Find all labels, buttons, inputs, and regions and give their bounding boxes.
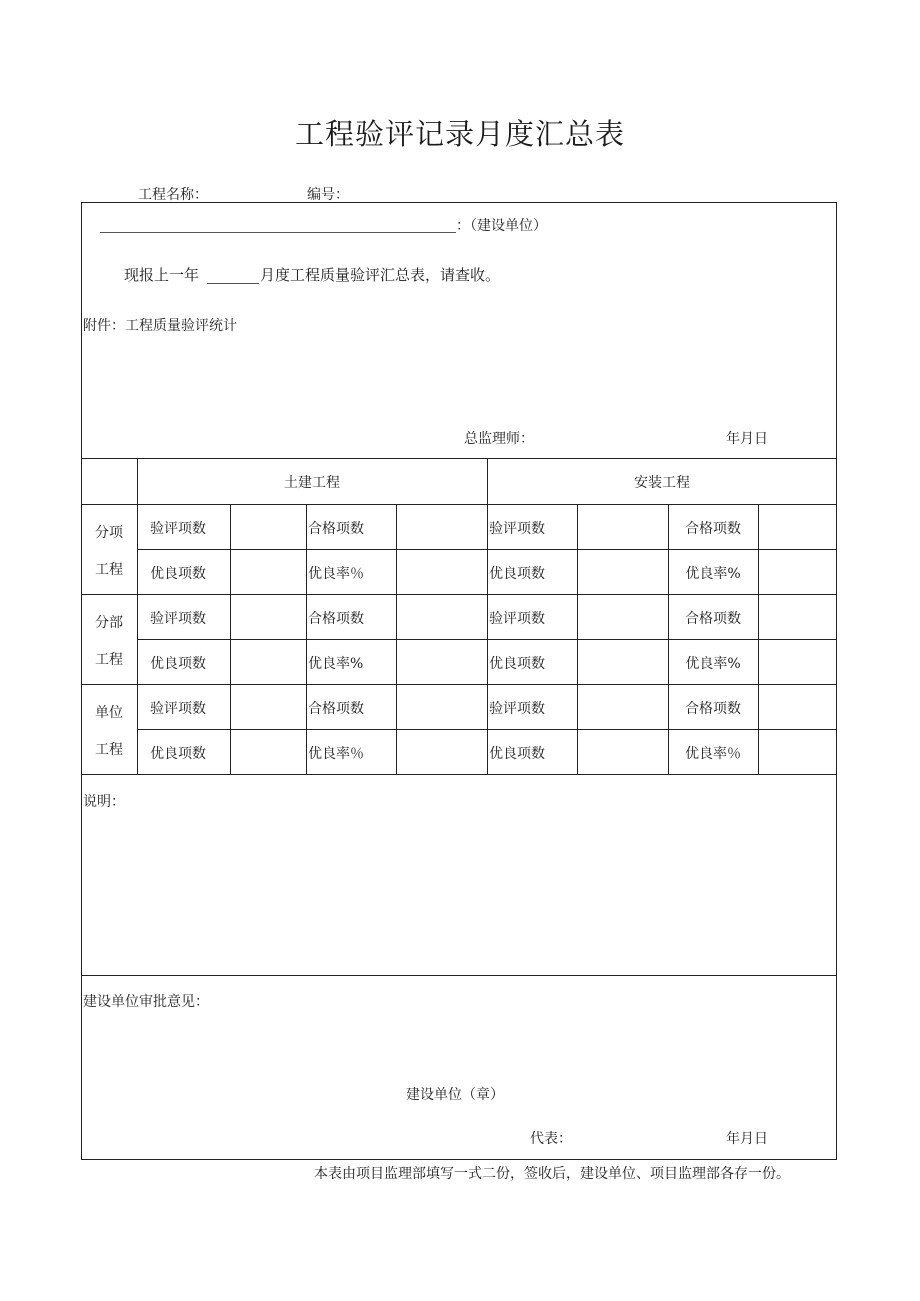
cell-label: 优良项数	[489, 656, 545, 672]
cell-label: 验评项数	[150, 611, 206, 627]
row-group-label: 单位	[95, 705, 123, 721]
cell-label: 优良率％	[685, 746, 741, 762]
remarks-label: 说明：	[83, 794, 125, 810]
cell-label: 验评项数	[489, 701, 545, 717]
cell-label: 优良项数	[150, 656, 206, 672]
cell-label: 优良率%	[685, 656, 741, 672]
cell-label: 合格项数	[685, 521, 741, 537]
form-frame	[81, 202, 837, 1160]
cell-label: 验评项数	[489, 521, 545, 537]
row-group-label: 分项	[95, 525, 123, 541]
col-header-install: 安装工程	[634, 475, 690, 491]
row-group-label: 分部	[95, 615, 123, 631]
cell-label: 优良率％	[308, 566, 364, 582]
cell-label: 优良项数	[489, 746, 545, 762]
cell-label: 合格项数	[685, 611, 741, 627]
row-group-label: 工程	[95, 742, 123, 758]
project-name-label: 工程名称：	[138, 187, 208, 203]
report-prefix: 现报上一年	[124, 266, 200, 284]
cell-label: 合格项数	[308, 701, 364, 717]
row-group-label: 工程	[95, 562, 123, 578]
cell-label: 优良项数	[489, 566, 545, 582]
cell-label: 优良率%	[685, 566, 741, 582]
cell-label: 合格项数	[685, 701, 741, 717]
cell-label: 优良率％	[308, 746, 364, 762]
recipient-suffix: ：（建设单位）	[456, 218, 547, 234]
cell-label: 验评项数	[150, 701, 206, 717]
approval-date-label: 年月日	[726, 1131, 768, 1147]
col-header-civil: 土建工程	[284, 475, 340, 491]
representative-label: 代表：	[530, 1131, 572, 1147]
row-group-label: 工程	[95, 652, 123, 668]
chief-supervisor-label: 总监理师：	[464, 431, 534, 447]
cell-label: 合格项数	[308, 611, 364, 627]
page-title: 工程验评记录月度汇总表	[294, 117, 625, 151]
month-blank[interactable]	[207, 282, 259, 284]
cell-label: 验评项数	[489, 611, 545, 627]
recipient-blank[interactable]	[100, 231, 456, 233]
cell-label: 优良率%	[308, 656, 364, 672]
report-suffix: 月度工程质量验评汇总表，请查收。	[260, 266, 501, 284]
cell-label: 优良项数	[150, 566, 206, 582]
notice-date-label: 年月日	[726, 431, 768, 447]
attachment-line: 附件：工程质量验评统计	[83, 318, 237, 334]
number-label: 编号：	[307, 187, 349, 203]
cell-label: 优良项数	[150, 746, 206, 762]
footer-note: 本表由项目监理部填写一式二份，签收后，建设单位、项目监理部各存一份。	[314, 1166, 790, 1182]
cell-label: 验评项数	[150, 521, 206, 537]
cell-label: 合格项数	[308, 521, 364, 537]
approval-label: 建设单位审批意见：	[83, 994, 209, 1010]
approval-seal: 建设单位（章）	[406, 1087, 504, 1103]
